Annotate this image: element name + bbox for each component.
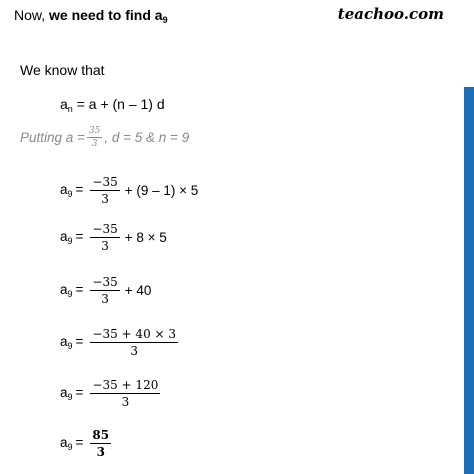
step-equation	[60, 327, 183, 358]
step-fraction: $\frac{-35 + 40 \times 3}{3}$	[92, 327, 177, 358]
we-know-text: We know that	[20, 62, 105, 78]
hint-fraction: $\frac{35}{3}$	[88, 126, 101, 149]
heading-prefix: Now,	[14, 7, 46, 23]
step-equation	[60, 428, 116, 459]
step-rest: + (9 – 1) × 5	[124, 183, 199, 198]
step-lhs: $a_9$ =	[60, 435, 84, 452]
heading-title: we need to find $a_9$	[49, 7, 168, 25]
step-rest: + 40	[124, 283, 152, 298]
sidebar-accent-bar	[464, 87, 474, 474]
step-lhs: $a_9$ =	[60, 282, 84, 299]
brand-logo: teachoo.com	[337, 5, 444, 23]
step-fraction: $\frac{-35 + 120}{3}$	[92, 378, 159, 409]
step-lhs: $a_9$ =	[60, 334, 84, 351]
step-fraction: $\frac{85}{3}$	[92, 428, 110, 459]
step-equation	[60, 275, 151, 306]
step-lhs: $a_9$ =	[60, 182, 84, 199]
general-term-formula: $a_n = a + (n - 1)$ d	[60, 96, 165, 114]
step-equation	[60, 175, 198, 206]
step-rest: + 8 × 5	[124, 230, 167, 245]
heading	[14, 7, 168, 25]
step-lhs: $a_9$ =	[60, 229, 84, 246]
step-fraction: $\frac{-35}{3}$	[92, 275, 118, 306]
step-fraction: $\frac{-35}{3}$	[92, 222, 118, 253]
step-equation	[60, 378, 165, 409]
step-equation	[60, 222, 167, 253]
step-fraction: $\frac{-35}{3}$	[92, 175, 118, 206]
step-lhs: $a_9$ =	[60, 385, 84, 402]
substitution-hint: Putting a = $\frac{35}{3}$ , d = 5 & n = 9	[20, 126, 190, 149]
